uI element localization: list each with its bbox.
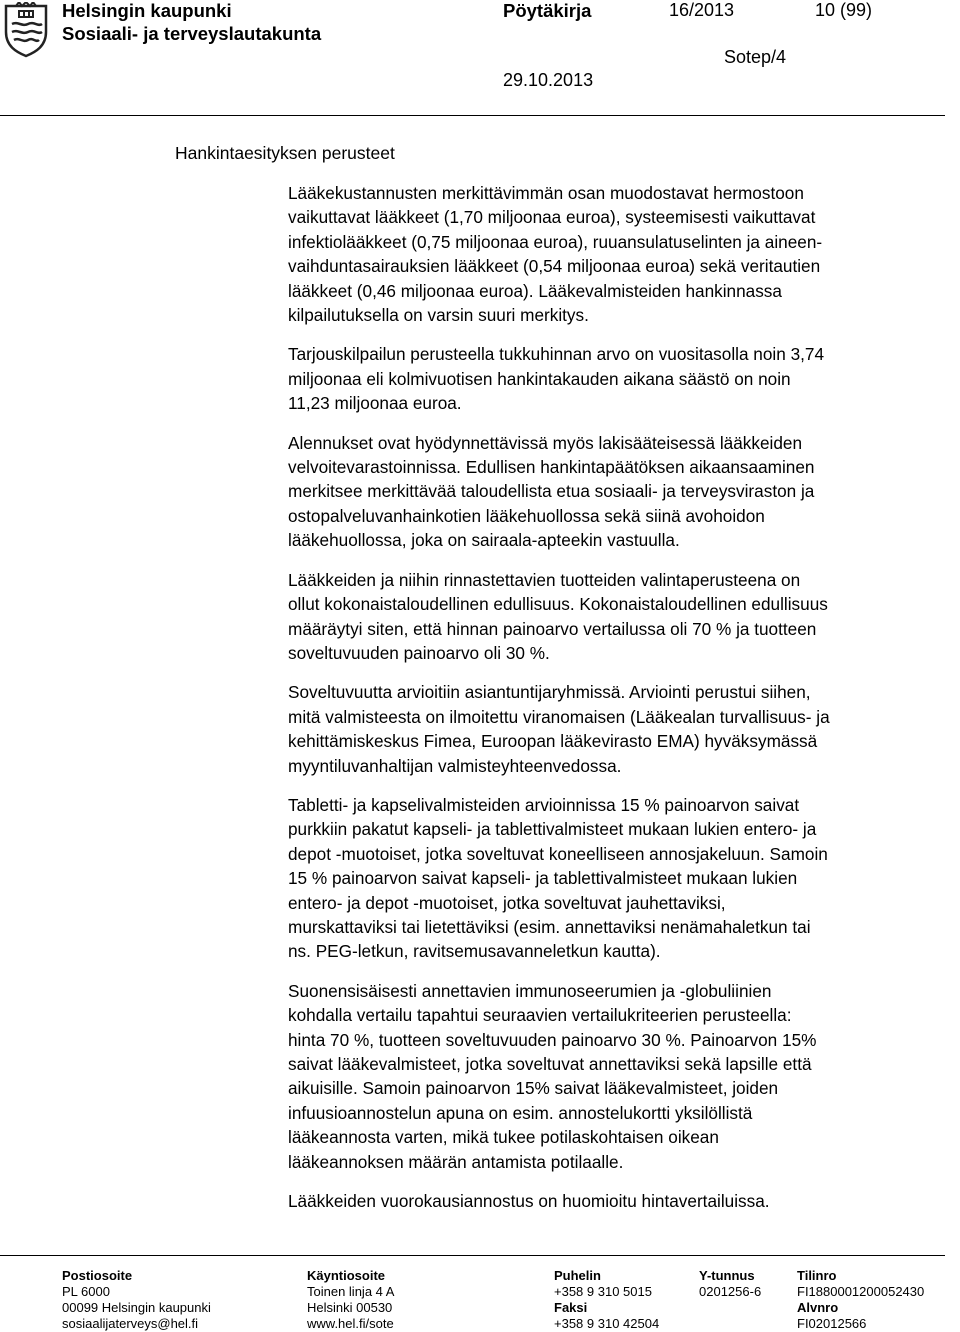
document-type: Pöytäkirja [503,0,592,21]
committee-name: Sosiaali- ja terveyslautakunta [62,23,322,44]
footer-email: sosiaalijaterveys@hel.fi [62,1316,199,1331]
footer-value: PL 6000 [62,1284,110,1299]
footer-label: Käyntiosoite [307,1268,386,1283]
page-number: 10 (99) [815,0,873,20]
footer-business-id [699,1268,761,1300]
footer-label: Puhelin [554,1268,601,1283]
meeting-date: 29.10.2013 [503,70,594,90]
footer-label: Postiosoite [62,1268,133,1283]
paragraph: Tarjouskilpailun perusteella tukkuhinnan arvo on vuositasolla noin 3,74 miljoonaa eli kolmivuotisen hankintakauden aikana säästö on noin 11,23 miljoonaa euroa. [288,344,825,414]
footer-account [797,1268,924,1332]
footer-postal-address [62,1268,211,1332]
footer-value: FI02012566 [797,1316,867,1331]
section-title: Hankintaesityksen perusteet [175,143,395,163]
footer-label: Y-tunnus [699,1268,755,1283]
footer-value: FI1880001200052430 [797,1284,925,1299]
document-number: 16/2013 [669,0,735,20]
footer-value: 00099 Helsingin kaupunki [62,1300,211,1315]
paragraph: Tabletti- ja kapselivalmisteiden arvioinnissa 15 % painoarvon saivat purkkiin pakatut kapseli- ja tablettivalmisteet mukaan lukien entero- ja depot -muotoiset, jotka soveltuvat koneelliseen annosjakeluun. Samoin 15 % painoarvon saivat kapseli- ja tablettivalmisteet mukaan lukien entero- ja depot -muotoiset, jotka soveltuvat jauhettaviksi, murskattaviksi tai lietettäviksi (esim. annettaviksi nenämahaletkun tai ns. PEG-letkun, ravitsemusavanneletkun kautta). [288,794,828,962]
header-divider [0,115,945,116]
footer-value: 0201256-6 [699,1284,762,1299]
footer-phone [554,1268,659,1332]
footer-visiting-address [307,1268,394,1332]
paragraph: Suonensisäisesti annettavien immunoseerumien ja -globuliinien kohdalla vertailu tapahtui seuraavien vertailukriteerien perusteella: hinta 70 %, tuotteen soveltuvuuden painoarvo 30 %. Painoarvon 15% saivat lääkevalmisteet, jotka soveltuvat annettaviksi sekä lapsille että aikuisille. Samoin painoarvon 15% saivat lääkevalmisteet, joiden infuusioannostelun apuna on esim. annostelukortti yksilöllistä lääkeannosta varten, mikä tukee potilaskohtaisen oikean lääkeannoksen määrän antamista potilaalle. [288,980,817,1172]
footer-value: Helsinki 00530 [307,1300,393,1315]
footer-value: +358 9 310 5015 [554,1284,652,1299]
helsinki-crest-logo [2,2,50,58]
paragraph: Lääkkeiden ja niihin rinnastettavien tuotteiden valintaperusteena on ollut kokonaistaloudellinen edullisuus. Kokonaistaloudellinen edullisuus määräytyi siten, että hinnan painoarvo vertailussa oli 70 % ja tuotteen soveltuvuuden painoarvo oli 30 %. [288,569,828,663]
footer-divider [0,1255,945,1256]
footer-value: +358 9 310 42504 [554,1316,660,1331]
paragraph: Soveltuvuutta arvioitiin asiantuntijaryhmissä. Arviointi perustui siihen, mitä valmisteesta on ilmoitettu viranomaisen (Lääkealan turvallisuus- ja kehittämiskeskus Fimea, Euroopan lääkevirasto EMA) hyväksymässä myyntiluvanhaltijan valmisteyhteenvedossa. [288,682,830,776]
footer-value: Toinen linja 4 A [307,1284,395,1299]
organization-name: Helsingin kaupunki [62,0,232,21]
agenda-item: Sotep/4 [724,47,787,67]
footer-label: Alvnro [797,1300,839,1315]
paragraph: Alennukset ovat hyödynnettävissä myös lakisääteisessä lääkkeiden velvoitevarastoinnissa. Edullisen hankintapäätöksen aikaansaaminen merkitsee merkittävää taloudellista etua sosiaali- ja terveysviraston ja ostopalveluvanhainkotien lääkehuollossa sekä siinä avohoidon lääkehuollossa, joka on sairaala-apteekin vastuulla. [288,432,815,551]
body-text [288,181,948,1228]
paragraph: Lääkkeiden vuorokausiannostus on huomioitu hintavertailuissa. [288,1191,770,1212]
footer-label: Faksi [554,1300,588,1315]
footer-label: Tilinro [797,1268,837,1283]
footer-website: www.hel.fi/sote [307,1316,394,1331]
paragraph: Lääkekustannusten merkittävimmän osan muodostavat hermostoon vaikuttavat lääkkeet (1,70 miljoonaa euroa), systeemisesti vaikuttavat infektiolääkkeet (0,75 miljoonaa euroa), ruuansulatuselinten ja aineen- vaihduntasairauksien lääkkeet (0,54 miljoonaa euroa) sekä veritautien lääkkeet (0,46 miljoonaa euroa). Lääkevalmisteiden hankinnassa kilpailutuksella on varsin suuri merkitys. [288,183,823,326]
